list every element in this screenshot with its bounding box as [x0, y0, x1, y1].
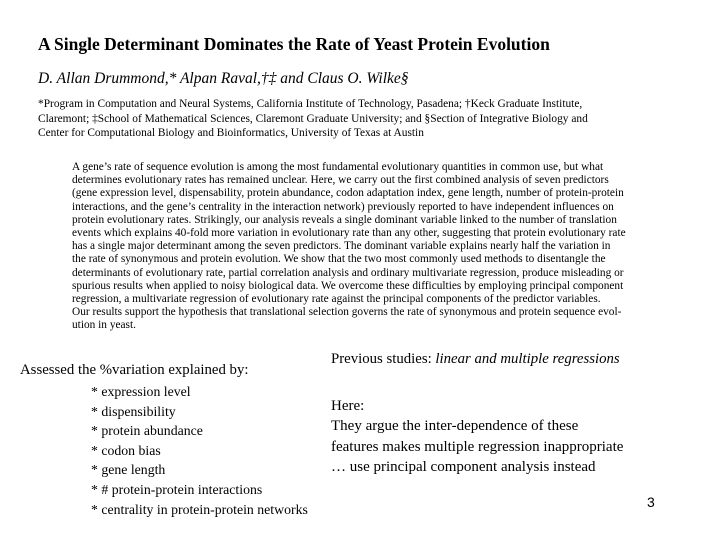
previous-studies-methods: linear and multiple regressions [435, 351, 620, 367]
abstract-line: Our results support the hypothesis that translational selection governs the rate of synonymous and protein sequence evol- [72, 306, 622, 319]
paper-title: A Single Determinant Dominates the Rate of Yeast Protein Evolution [38, 34, 550, 54]
abstract-line: has a single major determinant among the seven predictors. The dominant variable explains nearly half the variation in [72, 240, 611, 253]
feature-item: * expression level [91, 384, 191, 399]
assessed-label: Assessed the %variation explained by: [20, 362, 249, 378]
here-note-line: Here: [331, 398, 365, 414]
here-note-line: They argue the inter-dependence of these [331, 418, 579, 435]
affiliation-line: *Program in Computation and Neural Systems, California Institute of Technology, Pasadena; †Keck Graduate Institute, [38, 98, 583, 110]
here-note [331, 396, 623, 477]
abstract-line: ution in yeast. [72, 319, 136, 332]
abstract-line: determines evolutionary rates has remained unclear. Here, we carry out the first combined analysis of seven predictors [72, 174, 609, 187]
abstract-line: protein evolutionary rates. Strikingly, our analysis reveals a single dominant variable linked to the number of translation [72, 213, 617, 226]
feature-list [91, 382, 308, 519]
affiliation-line: Claremont; ‡School of Mathematical Sciences, Claremont Graduate University; and §Section of Integrative Biology and [38, 112, 588, 125]
abstract-line: interactions, and the gene’s centrality in the interaction network) previously reported to have independent influences on [72, 200, 614, 213]
feature-item: * codon bias [91, 442, 161, 458]
affiliation-line: Center for Computational Biology and Bioinformatics, University of Texas at Austin [38, 127, 424, 139]
paper-abstract [72, 161, 684, 333]
abstract-line: determinants of evolutionary rate, partial correlation analysis and ordinary multivariate regression, produce misleading or [72, 266, 624, 279]
here-note-line: … use principal component analysis instead [331, 458, 596, 475]
feature-item: * protein abundance [91, 423, 203, 439]
abstract-line: events which explains 40-fold more variation in evolutionary rate than any other, suggesting that protein evolutionary rate [72, 227, 626, 240]
abstract-line: (gene expression level, dispensability, protein abundance, codon adaptation index, gene length, number of protein-protein [72, 187, 624, 200]
abstract-line: regression, a multivariate regression of evolutionary rate against the principal components of the predictor variables. [72, 293, 601, 306]
feature-item: * # protein-protein interactions [91, 481, 263, 497]
feature-item: * dispensibility [91, 403, 176, 419]
abstract-line: spurious results when applied to noisy biological data. We overcome these difficulties by employing principal component [72, 279, 624, 292]
page-number: 3 [647, 494, 655, 510]
previous-studies-label: Previous studies: [331, 351, 432, 367]
feature-item: * gene length [91, 462, 166, 478]
abstract-line: the rate of synonymous and protein evolution. We show that the two most commonly used methods to disentangle the [72, 253, 606, 266]
abstract-line: A gene’s rate of sequence evolution is among the most fundamental evolutionary quantities in common use, but what [72, 161, 604, 173]
here-note-line: features makes multiple regression inappropriate [331, 438, 624, 455]
paper-authors: D. Allan Drummond,* Alpan Raval,†‡ and Claus O. Wilke§ [38, 70, 409, 87]
previous-studies-note [331, 351, 620, 368]
paper-affiliations [38, 97, 688, 141]
feature-item: * centrality in protein-protein networks [91, 501, 308, 517]
